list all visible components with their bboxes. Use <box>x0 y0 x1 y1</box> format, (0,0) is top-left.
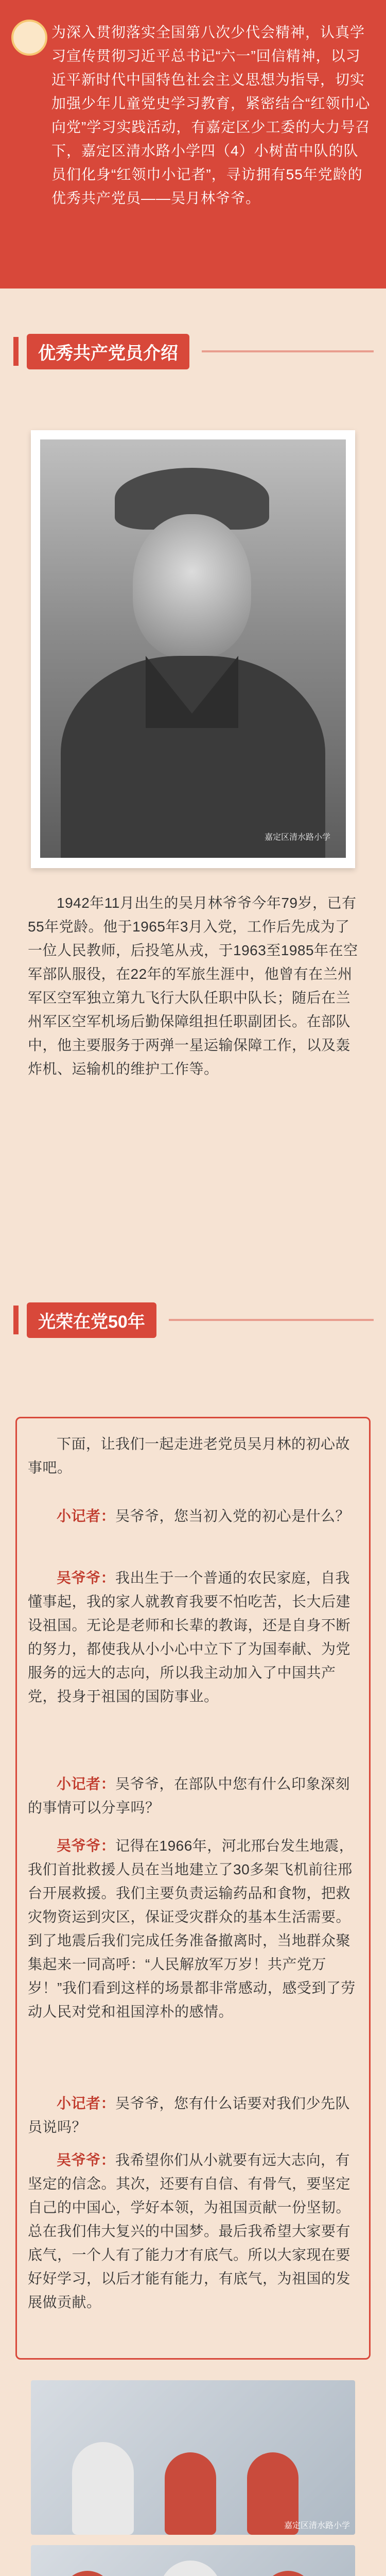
qa-question <box>28 1504 358 1528</box>
section-header-profile <box>0 330 386 373</box>
intro-banner <box>0 0 386 289</box>
qa-text: 吴爷爷，您当初入党的初心是什么？ <box>115 1508 350 1524</box>
qa-speaker: 小记者： <box>57 1508 116 1524</box>
intro-text: 为深入贯彻落实全国第八次少代会精神，认真学习宣传贯彻习近平总书记“六一”回信精神，以习近平新时代中国特色社会主义思想为指导，切实加强少年儿童党史学习教育，紧密结合“红领巾心向党”学习实践活动，有嘉定区少工委的大力号召下，嘉定区清水路小学四（4）小树苗中队的队员们化身“红领巾小记者”，寻访拥有55年党龄的优秀共产党员——吴月林爷爷。 <box>51 24 371 206</box>
section-bar-icon <box>13 1306 19 1334</box>
interview-photo <box>31 2545 355 2576</box>
portrait-frame <box>31 430 355 868</box>
section-header-glory <box>0 1298 386 1342</box>
badge-icon <box>11 20 47 56</box>
qa-text: 吴爷爷，您有什么话要对我们少先队员说吗？ <box>28 2095 350 2135</box>
qa-text: 记得在1966年，河北邢台发生地震，我们首批救援人员在当地建立了30多架飞机前往邢台开展救援。我们主要负责运输药品和食物，把救灾物资运到灾区，保证受灾群众的基本生活需要。到了地震后我们完成任务准备撤离时，当地群众聚集起来一同高呼：“人民解放军万岁！共产党万岁！”我们看到这样的场景都非常感动，感受到了劳动人民对党和祖国淳朴的感情。 <box>28 1838 356 2020</box>
photo-watermark: 嘉定区清水路小学 <box>284 2521 350 2530</box>
qa-text: 我出生于一个普通的农民家庭，自我懂事起，我的家人就教育我要不怕吃苦，长大后建设祖国。无论是老师和长辈的教诲，还是自身不断的努力，都使我从小小心中立下了为国奉献、为党服务的远大的志向，所以我主动加入了中国共产党，投身于祖国的国防事业。 <box>28 1570 351 1704</box>
section-title: 优秀共产党员介绍 <box>27 334 189 369</box>
interview-lead: 下面，让我们一起走进老党员吴月林的初心故事吧。 <box>28 1436 350 1476</box>
qa-answer <box>28 1834 358 2024</box>
person-shape <box>72 2442 134 2535</box>
qa-text: 吴爷爷，在部队中您有什么印象深刻的事情可以分享吗？ <box>28 1776 350 1816</box>
person-shape <box>62 2571 113 2576</box>
divider <box>202 350 374 352</box>
section-bar-icon <box>13 337 19 366</box>
qa-question <box>28 2092 358 2139</box>
profile-text: 1942年11月出生的吴月林爷爷今年79岁，已有55年党龄。他于1965年3月入党，工作后先成为了一位人民教师，后投笔从戎，于1963至1985年在空军部队服役，在22年的军旅生涯中，他曾有在兰州军区空军独立第九飞行大队任职中队长；随后在兰州军区空军机场后勤保障组担任职副团长。在部队中，他主要服务于两弹一星运输保障工作，以及轰炸机、运输机的维护工作等。 <box>28 895 358 1077</box>
qa-speaker: 小记者： <box>57 2095 116 2111</box>
qa-text: 我希望你们从小就要有远大志向，有坚定的信念。其次，还要有自信、有骨气，要坚定自己的中国心，学好本领，为祖国贡献一份坚韧。总在我们伟大复兴的中国梦。最后我希望大家要有底气，一个人有了能力才有底气。所以大家现在要好好学习，以后才能有能力，有底气，为祖国的发展做贡献。 <box>28 2152 351 2310</box>
qa-speaker: 小记者： <box>57 1776 116 1792</box>
person-shape <box>262 2571 314 2576</box>
qa-answer <box>28 2148 358 2314</box>
qa-speaker: 吴爷爷： <box>57 1570 116 1586</box>
qa-speaker: 吴爷爷： <box>57 2152 116 2168</box>
interview-photo <box>31 2380 355 2535</box>
section-title: 光荣在党50年 <box>27 1302 156 1338</box>
qa-answer <box>28 1566 358 1708</box>
person-shape <box>160 2561 221 2576</box>
body-shape <box>61 656 325 858</box>
person-shape <box>165 2452 216 2535</box>
photo-watermark: 嘉定区清水路小学 <box>264 833 330 842</box>
portrait-photo <box>40 439 346 858</box>
head-shape <box>133 514 251 658</box>
qa-speaker: 吴爷爷： <box>57 1838 116 1854</box>
divider <box>169 1319 374 1321</box>
qa-question <box>28 1772 358 1820</box>
